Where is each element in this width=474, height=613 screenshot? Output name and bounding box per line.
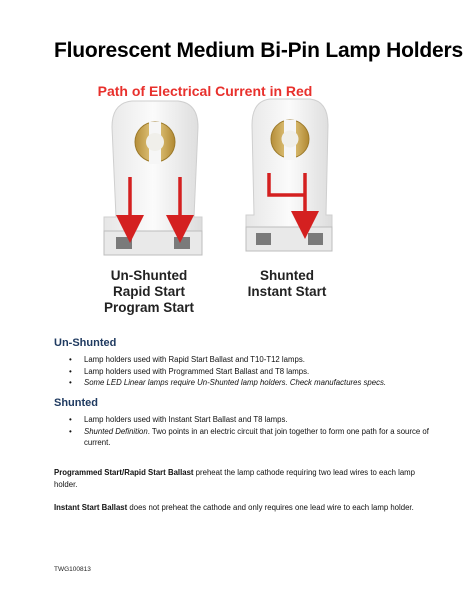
shunted-holder	[246, 99, 332, 251]
instant-start-term: Instant Start Ballast	[54, 503, 128, 512]
page-title: Fluorescent Medium Bi-Pin Lamp Holders	[54, 39, 463, 62]
unshunted-label	[84, 268, 214, 316]
list-item: • Some LED Linear lamps require Un-Shunted lamp holders. Check manufactures specs.	[69, 378, 387, 387]
unshunted-heading: Un-Shunted	[54, 337, 117, 349]
programmed-start-text: preheat the lamp cathode requiring two lead wires to each lamp holder.	[54, 468, 415, 489]
list-item: • Shunted Definition. Two points in an electric circuit that join together to form one path for a source of current.	[69, 426, 429, 447]
shunted-list	[54, 414, 454, 449]
unshunted-holder	[104, 101, 202, 255]
unshunted-label-line: Un-Shunted	[110, 268, 188, 283]
program-start-label-line: Program Start	[103, 300, 195, 315]
programmed-start-term: Programmed Start/Rapid Start Ballast	[54, 468, 194, 477]
shunted-label	[232, 268, 342, 300]
programmed-start-paragraph	[54, 467, 424, 490]
figure-caption: Path of Electrical Current in Red	[97, 83, 313, 99]
lamp-holder-figure	[70, 75, 410, 325]
shunted-label-line: Shunted	[260, 268, 314, 283]
list-item: • Lamp holders used with Rapid Start Ballast and T10-T12 lamps.	[69, 355, 305, 364]
shunted-section	[54, 397, 454, 449]
instant-start-label-line: Instant Start	[247, 284, 327, 299]
unshunted-section	[54, 337, 454, 389]
instant-start-text: does not preheat the cathode and only requires one lead wire to each lamp holder.	[127, 503, 414, 512]
instant-start-paragraph	[54, 502, 424, 514]
unshunted-list	[54, 354, 454, 389]
shunted-heading: Shunted	[54, 397, 98, 409]
list-item: • Lamp holders used with Instant Start Ballast and T8 lamps.	[69, 415, 288, 424]
document-code: TWG100813	[54, 566, 91, 573]
lamp-holders-illustration	[70, 95, 410, 285]
rapid-start-label-line: Rapid Start	[112, 284, 185, 299]
list-item: • Lamp holders used with Programmed Start Ballast and T8 lamps.	[69, 366, 310, 376]
